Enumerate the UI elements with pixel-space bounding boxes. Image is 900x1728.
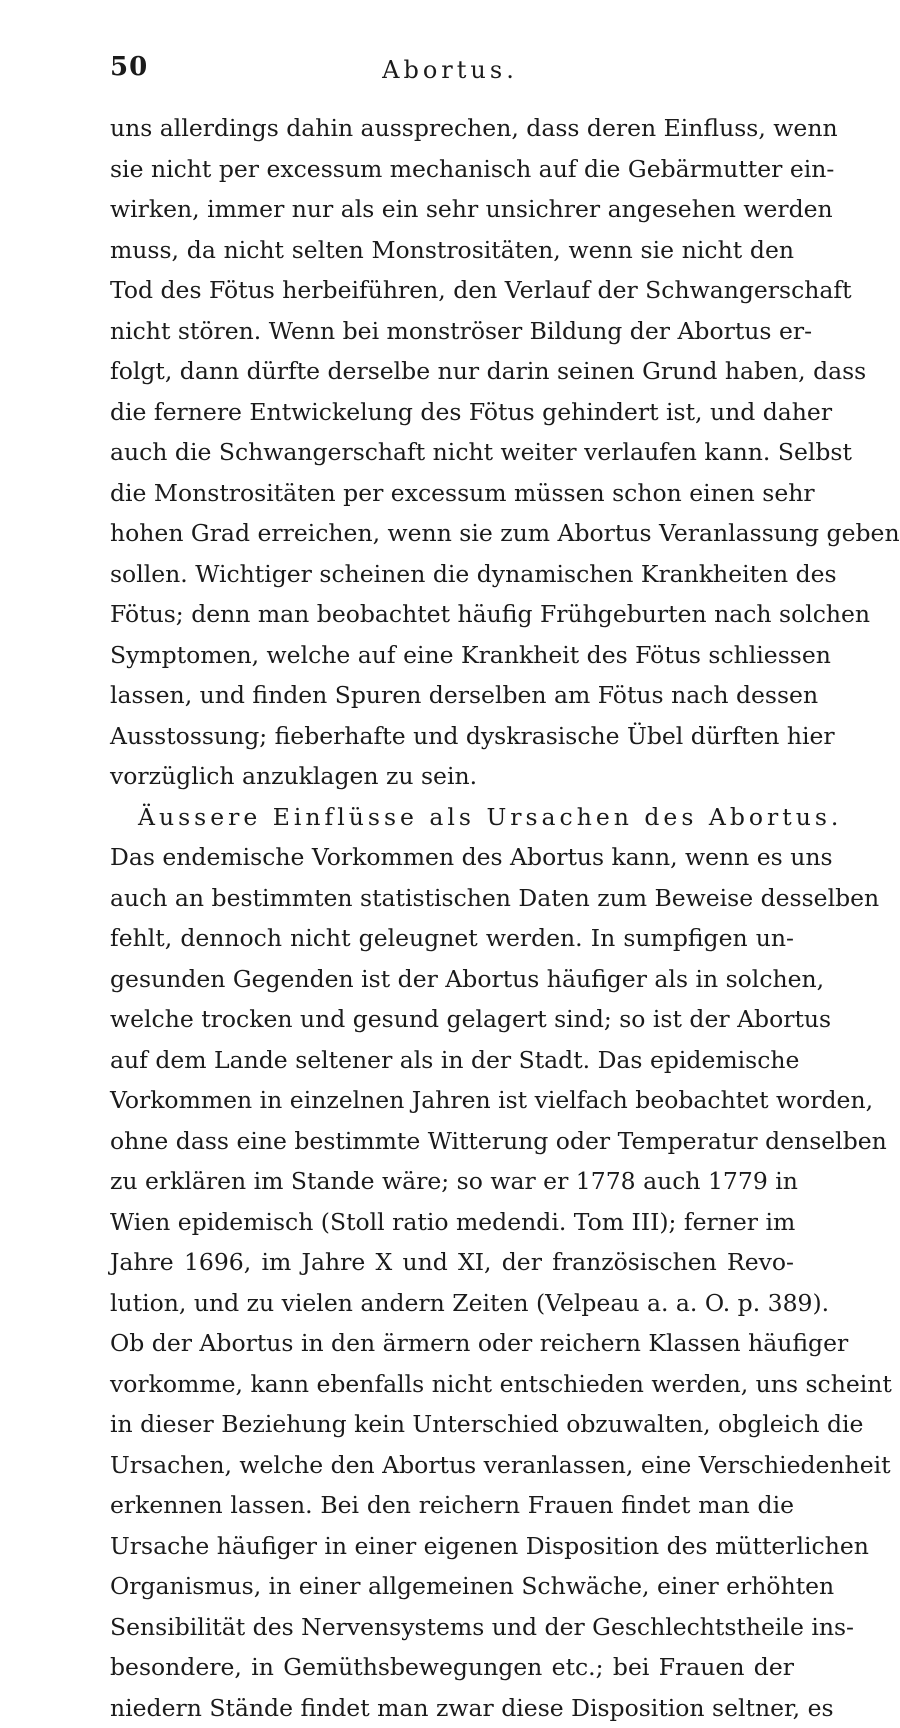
- running-title: Abortus.: [110, 56, 790, 84]
- text-line: Das endemische Vorkommen des Abortus kann, wenn es uns: [110, 837, 794, 878]
- text-line: uns allerdings dahin aussprechen, dass deren Einfluss, wenn: [110, 108, 794, 149]
- text-line: gesunden Gegenden ist der Abortus häufiger als in solchen,: [110, 959, 794, 1000]
- text-line: Ausstossung; fieberhafte und dyskrasische Übel dürften hier: [110, 716, 794, 757]
- text-line: nicht stören. Wenn bei monströser Bildung der Abortus er-: [110, 311, 794, 352]
- text-line: vorzüglich anzuklagen zu sein.: [110, 756, 794, 797]
- text-line: in dieser Beziehung kein Unterschied obzuwalten, obgleich die: [110, 1404, 794, 1445]
- text-line: Organismus, in einer allgemeinen Schwäche, einer erhöhten: [110, 1566, 794, 1607]
- text-line: die fernere Entwickelung des Fötus gehindert ist, und daher: [110, 392, 794, 433]
- page-header: [110, 52, 790, 92]
- text-line: Wien epidemisch (Stoll ratio medendi. Tom III); ferner im: [110, 1202, 794, 1243]
- text-line: Jahre 1696, im Jahre X und XI, der französischen Revo-: [110, 1242, 794, 1283]
- text-line: niedern Stände findet man zwar diese Disposition seltner, es: [110, 1688, 794, 1728]
- text-line: Ursache häufiger in einer eigenen Disposition des mütterlichen: [110, 1526, 794, 1567]
- body-text: [110, 108, 794, 1728]
- text-line: vorkomme, kann ebenfalls nicht entschieden werden, uns scheint: [110, 1364, 794, 1405]
- section-heading: Äussere Einflüsse als Ursachen des Abortus.: [110, 797, 794, 838]
- text-line: welche trocken und gesund gelagert sind; so ist der Abortus: [110, 999, 794, 1040]
- text-line: zu erklären im Stande wäre; so war er 1778 auch 1779 in: [110, 1161, 794, 1202]
- text-line: sie nicht per excessum mechanisch auf die Gebärmutter ein-: [110, 149, 794, 190]
- text-line: Ob der Abortus in den ärmern oder reichern Klassen häufiger: [110, 1323, 794, 1364]
- text-line: Vorkommen in einzelnen Jahren ist vielfach beobachtet worden,: [110, 1080, 794, 1121]
- text-line: muss, da nicht selten Monstrositäten, wenn sie nicht den: [110, 230, 794, 271]
- text-line: Symptomen, welche auf eine Krankheit des Fötus schliessen: [110, 635, 794, 676]
- text-line: auf dem Lande seltener als in der Stadt. Das epidemische: [110, 1040, 794, 1081]
- page-number: 50: [110, 52, 148, 82]
- text-line: folgt, dann dürfte derselbe nur darin seinen Grund haben, dass: [110, 351, 794, 392]
- text-line: sollen. Wichtiger scheinen die dynamischen Krankheiten des: [110, 554, 794, 595]
- text-line: wirken, immer nur als ein sehr unsichrer angesehen werden: [110, 189, 794, 230]
- text-line: auch an bestimmten statistischen Daten zum Beweise desselben: [110, 878, 794, 919]
- text-line: besondere, in Gemüthsbewegungen etc.; bei Frauen der: [110, 1647, 794, 1688]
- text-line: lassen, und finden Spuren derselben am Fötus nach dessen: [110, 675, 794, 716]
- text-line: fehlt, dennoch nicht geleugnet werden. In sumpfigen un-: [110, 918, 794, 959]
- text-line: lution, und zu vielen andern Zeiten (Velpeau a. a. O. p. 389).: [110, 1283, 794, 1324]
- text-line: hohen Grad erreichen, wenn sie zum Abortus Veranlassung geben: [110, 513, 794, 554]
- text-line: auch die Schwangerschaft nicht weiter verlaufen kann. Selbst: [110, 432, 794, 473]
- text-line: Sensibilität des Nervensystems und der Geschlechtstheile ins-: [110, 1607, 794, 1648]
- text-line: Tod des Fötus herbeiführen, den Verlauf der Schwangerschaft: [110, 270, 794, 311]
- text-line: ohne dass eine bestimmte Witterung oder Temperatur denselben: [110, 1121, 794, 1162]
- text-line: Fötus; denn man beobachtet häufig Frühgeburten nach solchen: [110, 594, 794, 635]
- text-line: Ursachen, welche den Abortus veranlassen, eine Verschiedenheit: [110, 1445, 794, 1486]
- text-line: die Monstrositäten per excessum müssen schon einen sehr: [110, 473, 794, 514]
- text-line: erkennen lassen. Bei den reichern Frauen findet man die: [110, 1485, 794, 1526]
